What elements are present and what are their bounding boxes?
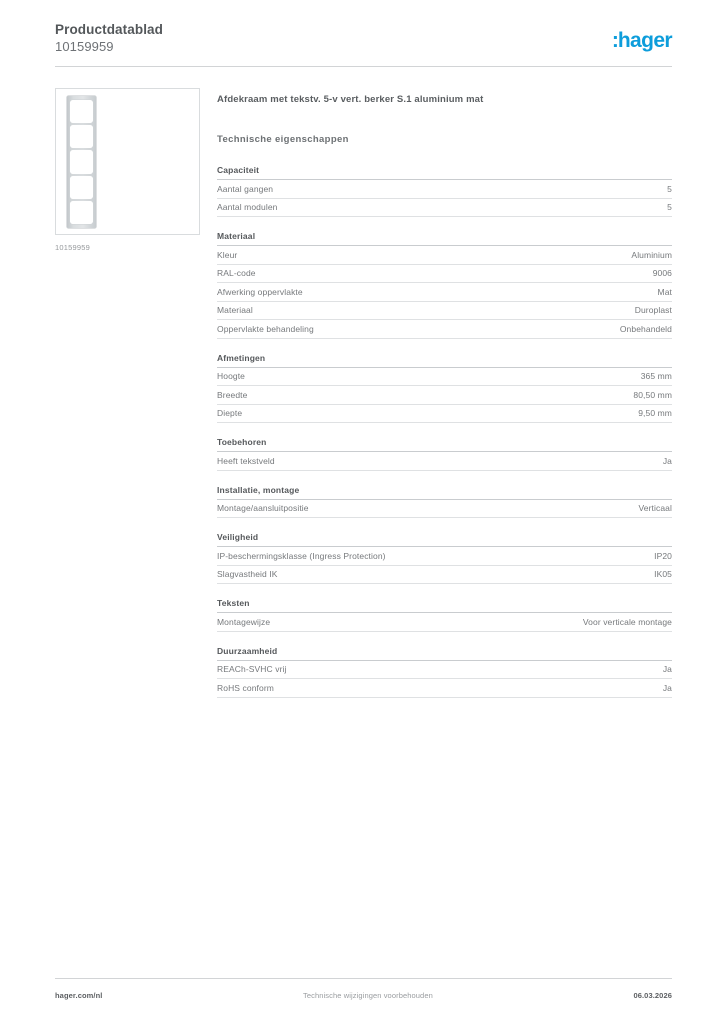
header-divider <box>55 66 672 67</box>
spec-row-value: Ja <box>662 682 672 693</box>
frame-5-gang-vertical-icon <box>67 96 96 228</box>
spec-group-title: Capaciteit <box>217 165 672 180</box>
spec-row-value: Aluminium <box>631 249 672 260</box>
product-image-box <box>55 88 200 235</box>
spec-row-label: RAL-code <box>217 268 256 278</box>
spec-group-title: Toebehoren <box>217 437 672 452</box>
spec-row-value: IK05 <box>654 569 672 579</box>
spec-row-value: Ja <box>662 664 672 674</box>
spec-row-label: Hoogte <box>217 371 246 381</box>
logo-wordmark: hager <box>617 29 672 52</box>
spec-group <box>217 646 672 698</box>
spec-group-title: Afmetingen <box>217 353 672 368</box>
page-header <box>55 22 672 70</box>
hager-logo <box>612 30 672 51</box>
footer-divider <box>55 978 672 979</box>
spec-row-value: IP20 <box>654 550 672 561</box>
spec-row <box>217 320 672 339</box>
footer-disclaimer: Technische wijzigingen voorbehouden <box>303 990 433 1000</box>
spec-row-label: Aantal gangen <box>217 183 274 194</box>
logo-colon-icon: : <box>611 29 618 52</box>
spec-row <box>217 566 672 585</box>
spec-row <box>217 500 672 519</box>
spec-row <box>217 302 672 321</box>
spec-row <box>217 265 672 284</box>
frame-cell <box>70 201 93 224</box>
spec-row <box>217 452 672 471</box>
spec-row <box>217 246 672 265</box>
spec-row-label: Materiaal <box>217 305 253 315</box>
spec-row-value: 9006 <box>652 268 672 278</box>
spec-row-label: Montagewijze <box>217 616 271 627</box>
spec-row <box>217 199 672 218</box>
spec-row <box>217 679 672 698</box>
frame-cell <box>70 176 93 199</box>
spec-row-value: 365 mm <box>640 371 672 381</box>
frame-cell <box>70 125 93 148</box>
specification-groups <box>217 165 672 698</box>
spec-group <box>217 231 672 339</box>
spec-group-title: Installatie, montage <box>217 485 672 500</box>
spec-row-value: Onbehandeld <box>619 323 672 334</box>
spec-row-label: Montage/aansluitpositie <box>217 503 309 513</box>
spec-group <box>217 437 672 471</box>
spec-row-label: Heeft tekstveld <box>217 455 275 466</box>
spec-row-value: 5 <box>667 202 672 212</box>
spec-row-value: 80,50 mm <box>633 389 672 400</box>
page-footer <box>55 988 672 1002</box>
spec-row-value: Voor verticale montage <box>582 616 672 627</box>
spec-row <box>217 283 672 302</box>
spec-group-title: Materiaal <box>217 231 672 246</box>
spec-row-label: Diepte <box>217 408 243 418</box>
product-image-caption: 10159959 <box>55 243 90 252</box>
frame-cell <box>70 150 93 173</box>
spec-group-title: Teksten <box>217 598 672 613</box>
spec-group-title: Duurzaamheid <box>217 646 672 661</box>
spec-row <box>217 386 672 405</box>
spec-group <box>217 353 672 424</box>
spec-row-label: Slagvastheid IK <box>217 569 278 579</box>
spec-row-label: Kleur <box>217 249 238 260</box>
spec-row <box>217 613 672 632</box>
spec-group <box>217 165 672 217</box>
spec-row <box>217 180 672 199</box>
spec-row-value: Duroplast <box>634 305 672 315</box>
article-number: 10159959 <box>55 39 114 54</box>
spec-group <box>217 598 672 632</box>
spec-row-label: IP-beschermingsklasse (Ingress Protection) <box>217 550 386 561</box>
spec-row-label: Oppervlakte behandeling <box>217 323 314 334</box>
spec-row-label: Aantal modulen <box>217 202 278 212</box>
specification-panel <box>217 94 672 712</box>
spec-row-value: Mat <box>657 286 672 297</box>
spec-row-label: REACh-SVHC vrij <box>217 664 287 674</box>
spec-row-value: Ja <box>662 455 672 466</box>
frame-cell <box>70 100 93 123</box>
spec-row-value: 9,50 mm <box>638 408 672 418</box>
product-title: Afdekraam met tekstv. 5-v vert. berker S.1 aluminium mat <box>217 94 484 105</box>
spec-group <box>217 485 672 519</box>
spec-row-label: RoHS conform <box>217 682 274 693</box>
spec-row <box>217 661 672 680</box>
specification-subtitle: Technische eigenschappen <box>217 134 349 145</box>
spec-row <box>217 547 672 566</box>
page-title: Productdatablad <box>55 22 164 37</box>
footer-website-link[interactable]: hager.com/nl <box>55 990 103 1000</box>
spec-row-label: Afwerking oppervlakte <box>217 286 303 297</box>
spec-row <box>217 405 672 424</box>
spec-group <box>217 532 672 584</box>
spec-row <box>217 368 672 387</box>
spec-row-label: Breedte <box>217 389 248 400</box>
spec-group-title: Veiligheid <box>217 532 672 547</box>
spec-row-value: 5 <box>667 183 672 194</box>
spec-row-value: Verticaal <box>638 503 672 513</box>
footer-date: 06.03.2026 <box>633 990 672 1000</box>
